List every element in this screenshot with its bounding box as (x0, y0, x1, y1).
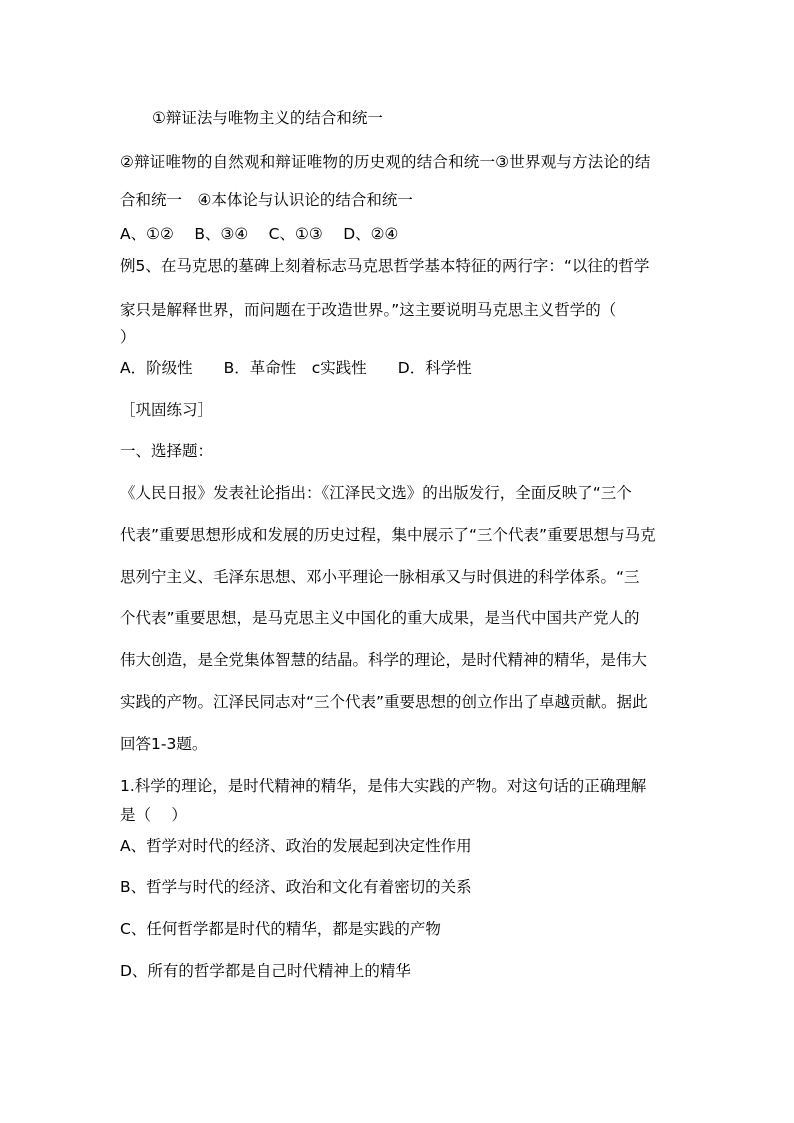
text-line-passage-5: 伟大创造，是全党集体智慧的结晶。科学的理论，是时代精神的精华，是伟大 (120, 651, 648, 669)
section-heading-choice: 一、选择题： (120, 442, 214, 460)
text-line-paren-close: ） (120, 328, 136, 346)
text-line-statement-2: ②辩证唯物的自然观和辩证唯物的历史观的结合和统一③世界观与方法论的结 (120, 153, 651, 171)
option-d: D、所有的哲学都是自己时代精神上的精华 (120, 962, 411, 980)
option-c: C、任何哲学都是时代的精华，都是实践的产物 (120, 920, 441, 938)
text-line-question-1: 1.科学的理论，是时代精神的精华，是伟大实践的产物。对这句话的正确理解 (120, 777, 647, 795)
text-line-passage-3: 思列宁主义、毛泽东思想、邓小平理论一脉相承又与时俱进的科学体系。“三 (120, 568, 640, 586)
option-b: B、哲学与时代的经济、政治和文化有着密切的关系 (120, 878, 472, 896)
text-line-options-1: A、①② B、③④ C、①③ D、②④ (120, 225, 399, 243)
text-line-passage-4: 个代表”重要思想，是马克思主义中国化的重大成果，是当代中国共产党人的 (120, 609, 640, 627)
text-line-statement-1: ①辩证法与唯物主义的结合和统一 (152, 109, 383, 127)
text-line-statement-3: 合和统一 ④本体论与认识论的结合和统一 (120, 191, 413, 209)
section-heading-practice: ［巩固练习］ (120, 401, 214, 419)
option-a: A、哲学对时代的经济、政治的发展起到决定性作用 (120, 837, 472, 855)
text-line-passage-6: 实践的产物。江泽民同志对“三个代表”重要思想的创立作出了卓越贡献。据此 (120, 693, 648, 711)
text-line-example-5: 例5、在马克思的墓碑上刻着标志马克思哲学基本特征的两行字：“以往的哲学 (120, 257, 650, 275)
text-line-passage-7: 回答1-3题。 (120, 735, 208, 753)
text-line-passage-1: 《人民日报》发表社论指出：《江泽民文选》的出版发行，全面反映了“三个 (120, 484, 632, 502)
text-line-example-5-cont: 家只是解释世界，而问题在于改造世界。”这主要说明马克思主义哲学的（ (120, 301, 617, 319)
text-line-passage-2: 代表”重要思想形成和发展的历史过程，集中展示了“三个代表”重要思想与马克 (120, 526, 656, 544)
text-line-options-2: A．阶级性 B．革命性 c实践性 D．科学性 (120, 359, 472, 377)
text-line-question-1-cont: 是（ ） (120, 806, 187, 824)
